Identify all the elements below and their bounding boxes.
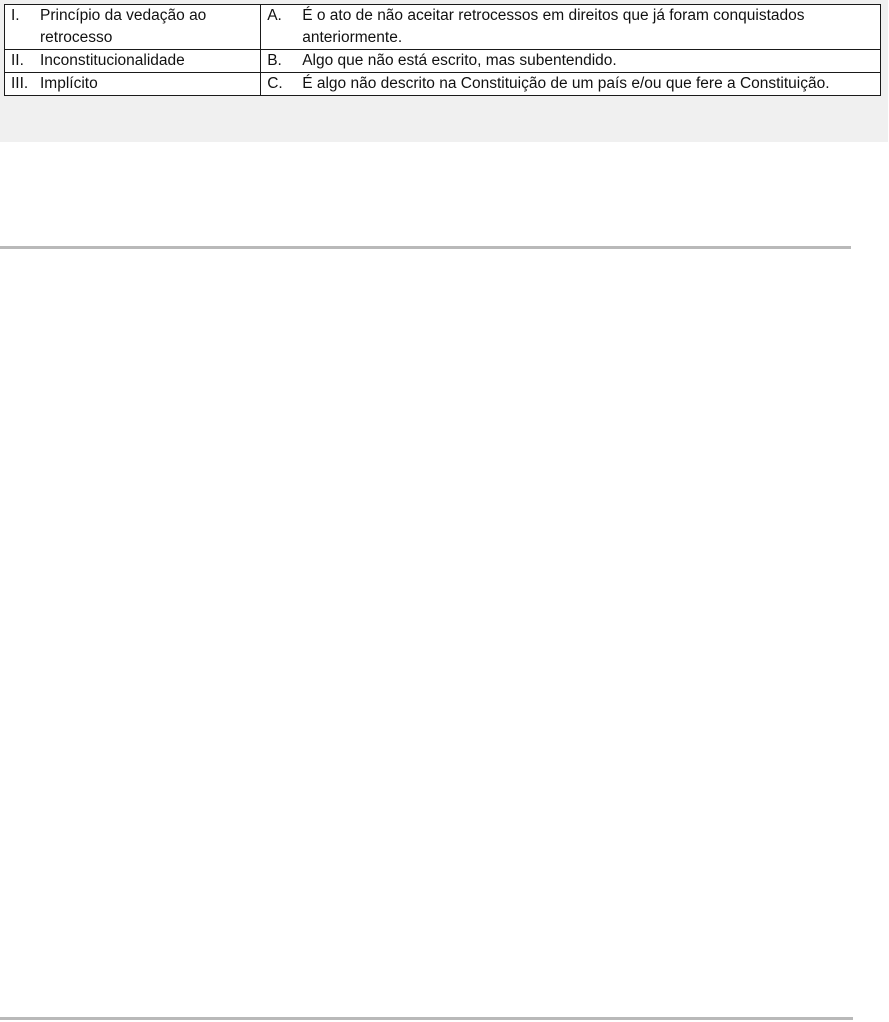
definition-cell [261,73,881,96]
definition-cell [261,50,881,73]
table-row [5,5,881,50]
term-cell [5,5,261,50]
term-marker: II. [11,52,24,69]
definition-text: É algo não descrito na Constituição de um país e/ou que fere a Constituição. [302,75,830,92]
term-cell [5,73,261,96]
definition-text: É o ato de não aceitar retrocessos em direitos que já foram conquistados anteriormente. [302,7,805,46]
term-text: Implícito [40,75,98,92]
term-marker: I. [11,7,20,24]
definition-cell [261,5,881,50]
matching-table-area [0,0,888,142]
term-marker: III. [11,75,29,92]
divider-top [0,246,851,249]
definition-text: Algo que não está escrito, mas subentendido. [302,52,617,69]
definition-marker: C. [267,75,283,92]
term-cell [5,50,261,73]
table-row [5,73,881,96]
divider-bottom [0,1017,853,1020]
definition-marker: A. [267,7,282,24]
table-row [5,50,881,73]
matching-table [4,4,881,96]
definition-marker: B. [267,52,282,69]
term-text: Princípio da vedação ao retrocesso [40,7,207,46]
term-text: Inconstitucionalidade [40,52,185,69]
